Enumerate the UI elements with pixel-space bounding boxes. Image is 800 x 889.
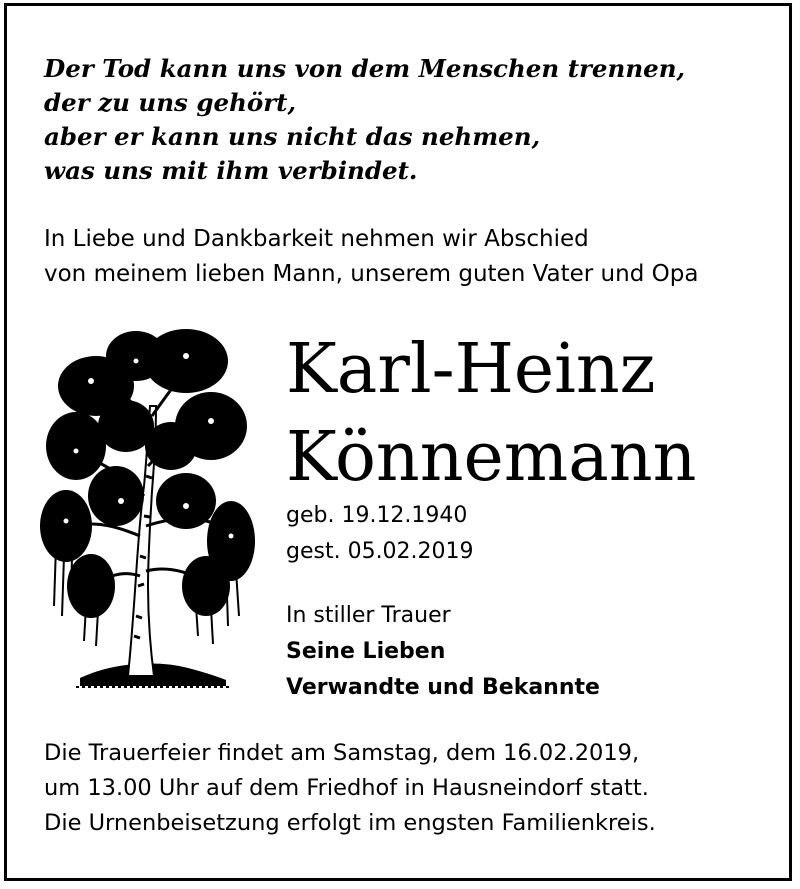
intro-line-1: In Liebe und Dankbarkeit nehmen wir Abschied [44,226,589,252]
mourners-block [286,598,600,706]
poem-line-4: was uns mit ihm verbindet. [44,156,418,185]
birth-date: geb. 19.12.1940 [286,503,468,528]
birch-tree-icon [36,316,258,706]
poem-line-1: Der Tod kann uns von dem Menschen trennen, [44,54,686,83]
funeral-info [44,736,656,841]
life-dates [286,498,474,570]
funeral-line-2: um 13.00 Uhr auf dem Friedhof in Hausneindorf statt. [44,775,649,801]
memorial-poem [44,52,685,188]
funeral-line-1: Die Trauerfeier findet am Samstag, dem 16.02.2019, [44,740,640,766]
poem-line-3: aber er kann uns nicht das nehmen, [44,122,541,151]
farewell-intro [44,222,698,292]
mourners-line-1: Seine Lieben [286,639,446,664]
deceased-name [286,326,696,502]
last-name: Könnemann [286,418,697,497]
first-name: Karl-Heinz [286,330,656,409]
intro-line-2: von meinem lieben Mann, unserem guten Vater und Opa [44,261,699,287]
poem-line-2: der zu uns gehört, [44,88,296,117]
mourners-intro: In stiller Trauer [286,603,451,628]
mourners-line-2: Verwandte und Bekannte [286,675,600,700]
death-date: gest. 05.02.2019 [286,539,474,564]
funeral-line-3: Die Urnenbeisetzung erfolgt im engsten Familienkreis. [44,810,656,836]
